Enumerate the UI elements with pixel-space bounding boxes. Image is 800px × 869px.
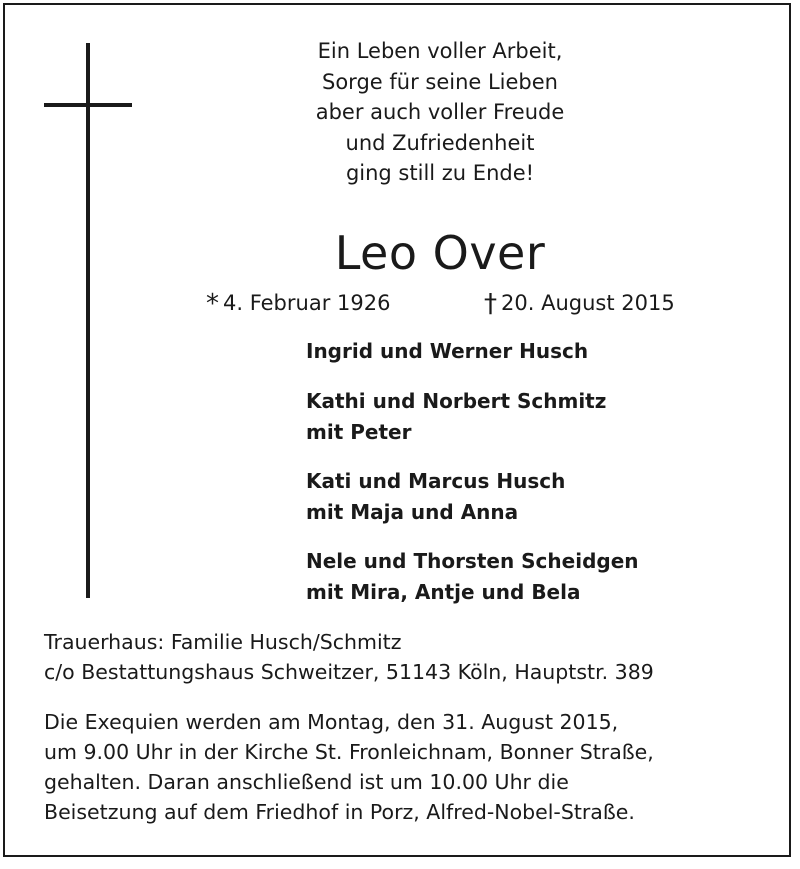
service-line: Beisetzung auf dem Friedhof in Porz, Alfred-Nobel-Straße. bbox=[44, 800, 635, 824]
death-date-text: 20. August 2015 bbox=[501, 291, 675, 315]
mourner-family bbox=[306, 546, 639, 608]
memorial-verse bbox=[230, 36, 650, 189]
birth-star-icon: * bbox=[206, 289, 219, 319]
cross-icon-crossbar bbox=[44, 103, 132, 107]
funeral-service-info bbox=[44, 707, 654, 827]
mourner-line: Kati und Marcus Husch bbox=[306, 469, 566, 493]
cross-icon bbox=[86, 43, 90, 598]
death-date bbox=[484, 290, 675, 317]
address-line: c/o Bestattungshaus Schweitzer, 51143 Köln, Hauptstr. 389 bbox=[44, 660, 654, 684]
service-line: um 9.00 Uhr in der Kirche St. Fronleichnam, Bonner Straße, bbox=[44, 740, 654, 764]
verse-line: Ein Leben voller Arbeit, bbox=[317, 39, 563, 63]
service-line: gehalten. Daran anschließend ist um 10.00 Uhr die bbox=[44, 770, 569, 794]
verse-line: ging still zu Ende! bbox=[345, 161, 535, 185]
mourner-family bbox=[306, 336, 588, 367]
deceased-name: Leo Over bbox=[334, 226, 546, 280]
mourning-house-address bbox=[44, 627, 654, 687]
verse-line: Sorge für seine Lieben bbox=[322, 69, 558, 94]
birth-date bbox=[206, 290, 390, 317]
death-dagger-icon: † bbox=[484, 289, 497, 319]
mourner-line: Ingrid und Werner Husch bbox=[306, 339, 589, 363]
address-line: Trauerhaus: Familie Husch/Schmitz bbox=[44, 630, 402, 654]
mourner-line: mit Maja und Anna bbox=[306, 500, 519, 524]
verse-line: aber auch voller Freude bbox=[315, 100, 565, 124]
service-line: Die Exequien werden am Montag, den 31. August 2015, bbox=[44, 710, 619, 734]
verse-line: und Zufriedenheit bbox=[345, 130, 535, 155]
mourner-line: mit Mira, Antje und Bela bbox=[306, 580, 581, 604]
mourner-family bbox=[306, 466, 565, 528]
mourner-line: mit Peter bbox=[306, 420, 412, 444]
mourner-line: Nele und Thorsten Scheidgen bbox=[306, 549, 639, 573]
birth-date-text: 4. Februar 1926 bbox=[223, 291, 391, 315]
mourner-line: Kathi und Norbert Schmitz bbox=[306, 389, 607, 413]
mourner-family bbox=[306, 386, 606, 448]
